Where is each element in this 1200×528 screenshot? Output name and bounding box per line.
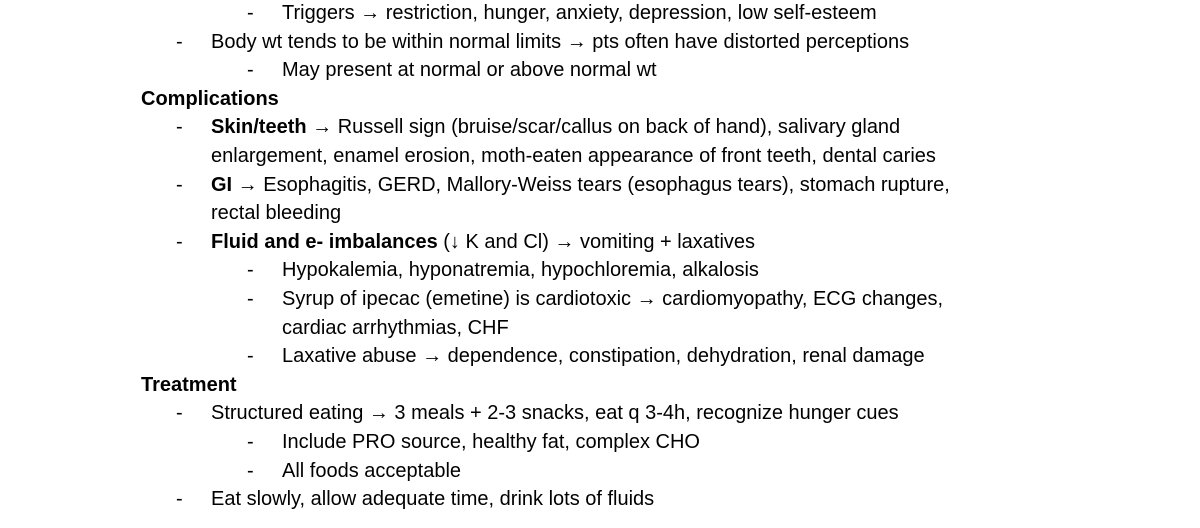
list-item-body-wt [0,28,1200,57]
fluid-label: Fluid and e- imbalances [211,230,438,253]
complications-heading: Complications [141,87,279,110]
list-item-eat-slowly [0,485,1200,514]
bullet-dash: - [247,2,254,24]
list-item-text: All foods acceptable [282,459,462,482]
bullet-dash: - [176,30,183,53]
bullet-dash: - [247,459,254,482]
list-item-text: Eat slowly, allow adequate time, drink lots of fluids [211,488,655,511]
bullet-dash: - [176,402,183,425]
list-item-gi-continued [0,199,1200,228]
list-item-include [0,428,1200,457]
list-item-laxative [0,342,1200,371]
list-item-skin-teeth [0,113,1200,142]
list-item-text: Body wt tends to be within normal limits → pts often have distorted perceptions [211,30,910,53]
bullet-dash: - [247,59,254,82]
list-item-triggers [0,0,1200,28]
list-item-structured-eating [0,399,1200,428]
list-item-gi [0,171,1200,200]
list-item-text: Syrup of ipecac (emetine) is cardiotoxic → cardiomyopathy, ECG changes, [282,287,944,310]
list-item-text: Laxative abuse → dependence, constipation, dehydration, renal damage [282,345,925,368]
gi-label: GI [211,173,233,196]
list-item-text: enlargement, enamel erosion, moth-eaten appearance of front teeth, dental caries [211,144,936,167]
list-item-all-foods [0,457,1200,486]
bullet-dash: - [247,287,254,310]
bullet-dash: - [176,116,183,139]
bullet-dash: - [247,259,254,282]
list-item-text: May present at normal or above normal wt [282,59,657,82]
skin-label: Skin/teeth [211,116,307,139]
list-item-ipecac-continued [0,314,1200,343]
gi-text: → Esophagitis, GERD, Mallory-Weiss tears (esophagus tears), stomach rupture, [232,173,950,196]
list-item-text: Structured eating → 3 meals + 2-3 snacks, eat q 3-4h, recognize hunger cues [211,402,899,425]
bullet-dash: - [176,488,183,511]
list-item-ipecac [0,285,1200,314]
list-item-hypo [0,256,1200,285]
fluid-text: (↓ K and Cl) → vomiting + laxatives [437,230,756,253]
list-item-text [211,228,755,257]
bullet-dash: - [176,230,183,253]
list-item-text [211,171,950,200]
list-item-fluid [0,228,1200,257]
bullet-dash: - [247,345,254,368]
list-item-text: Triggers → restriction, hunger, anxiety, depression, low self-esteem [282,2,877,24]
list-item-text: cardiac arrhythmias, CHF [282,316,509,339]
list-item-skin-teeth-continued [0,142,1200,171]
bullet-dash: - [176,173,183,196]
list-item-normal-wt [0,56,1200,85]
skin-text: → Russell sign (bruise/scar/callus on back of hand), salivary gland [306,116,901,139]
list-item-text [211,113,900,142]
treatment-heading: Treatment [141,373,237,396]
bullet-dash: - [247,430,254,453]
list-item-text: rectal bleeding [211,202,342,225]
list-item-text: Include PRO source, healthy fat, complex CHO [282,430,700,453]
list-item-text: Hypokalemia, hyponatremia, hypochloremia, alkalosis [282,259,759,282]
